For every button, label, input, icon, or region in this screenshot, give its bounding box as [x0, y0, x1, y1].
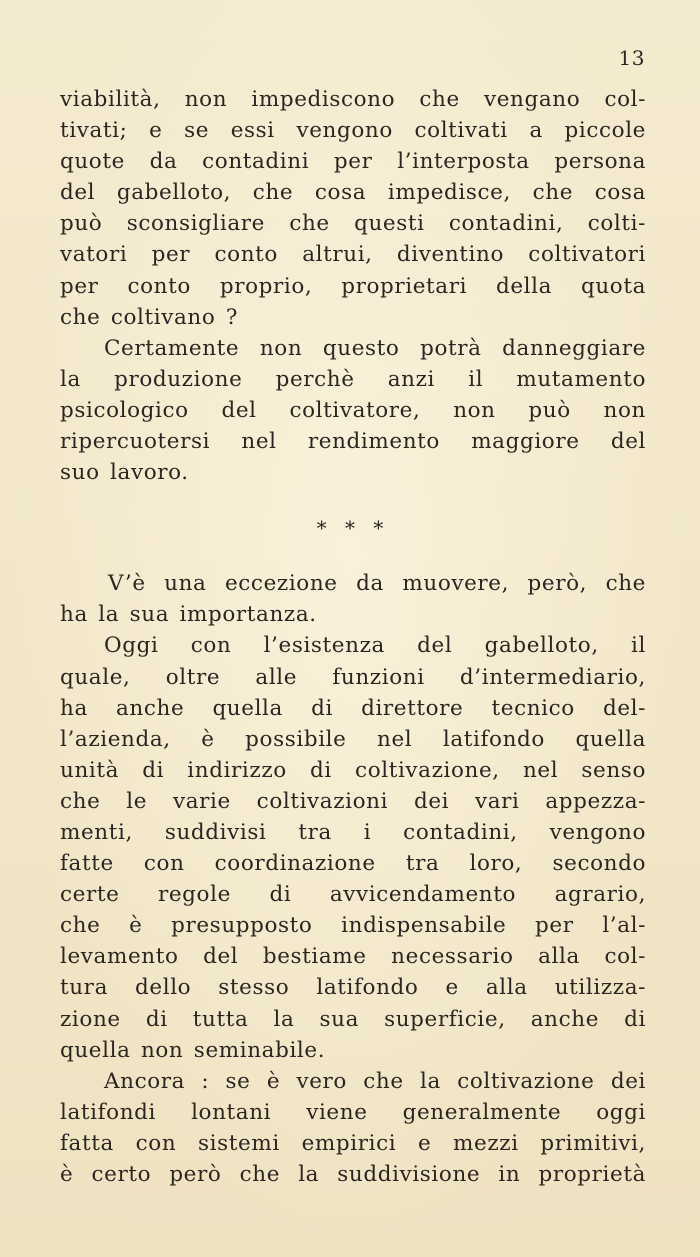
paragraph [60, 333, 646, 488]
text-line: menti, suddivisi tra i contadini, vengono [60, 819, 646, 845]
text-line: quote da contadini per l’interposta persona [60, 149, 646, 175]
paragraph [60, 84, 646, 333]
text-line: la produzione perchè anzi il mutamento [60, 366, 646, 392]
text-line: tivati; e se essi vengono coltivati a piccole [60, 118, 646, 144]
text-line: per conto proprio, proprietari della quota [60, 273, 646, 299]
text-line: tura dello stesso latifondo e alla utilizza- [60, 975, 646, 1001]
text-line: fatta con sistemi empirici e mezzi primitivi, [60, 1130, 646, 1156]
text-line: ha la sua importanza. [60, 602, 317, 628]
text-line: zione di tutta la sua superficie, anche di [60, 1006, 646, 1032]
text-line: che è presupposto indispensabile per l’al- [60, 913, 646, 939]
section-separator: * * * [316, 516, 390, 541]
text-line: Ancora : se è vero che la coltivazione dei [104, 1068, 646, 1094]
text-line: fatte con coordinazione tra loro, secondo [60, 851, 646, 877]
text-line: psicologico del coltivatore, non può non [60, 397, 646, 423]
text-line: ripercuotersi nel rendimento maggiore del [60, 429, 646, 455]
text-line: che le varie coltivazioni dei vari appezza- [60, 788, 646, 814]
text-line: latifondi lontani viene generalmente oggi [60, 1099, 646, 1125]
body-text [60, 84, 646, 1190]
text-line: quale, oltre alle funzioni d’intermediario, [60, 664, 646, 690]
text-line: V’è una eccezione da muovere, però, che [108, 571, 646, 597]
text-line: quella non seminabile. [60, 1037, 326, 1063]
text-line: certe regole di avvicendamento agrario, [60, 882, 646, 908]
paragraph [60, 568, 646, 630]
text-line: viabilità, non impediscono che vengano col- [60, 87, 646, 112]
text-line: levamento del bestiame necessario alla col- [60, 944, 646, 970]
text-line: l’azienda, è possibile nel latifondo quella [60, 726, 646, 752]
text-line: vatori per conto altrui, diventino coltivatori [60, 242, 646, 268]
text-line: del gabelloto, che cosa impedisce, che cosa [60, 180, 646, 206]
paragraph [60, 1066, 646, 1190]
text-line: ha anche quella di direttore tecnico del- [60, 695, 646, 721]
text-line: suo lavoro. [60, 460, 189, 486]
text-line: che coltivano ? [60, 304, 238, 330]
text-line: unità di indirizzo di coltivazione, nel senso [60, 757, 646, 783]
text-line: è certo però che la suddivisione in proprietà [60, 1162, 646, 1187]
text-line: Oggi con l’esistenza del gabelloto, il [104, 633, 646, 659]
paragraph [60, 630, 646, 1065]
text-line: può sconsigliare che questi contadini, colti- [60, 211, 646, 237]
text-line: Certamente non questo potrà danneggiare [104, 335, 646, 361]
page-number: 13 [618, 46, 645, 70]
